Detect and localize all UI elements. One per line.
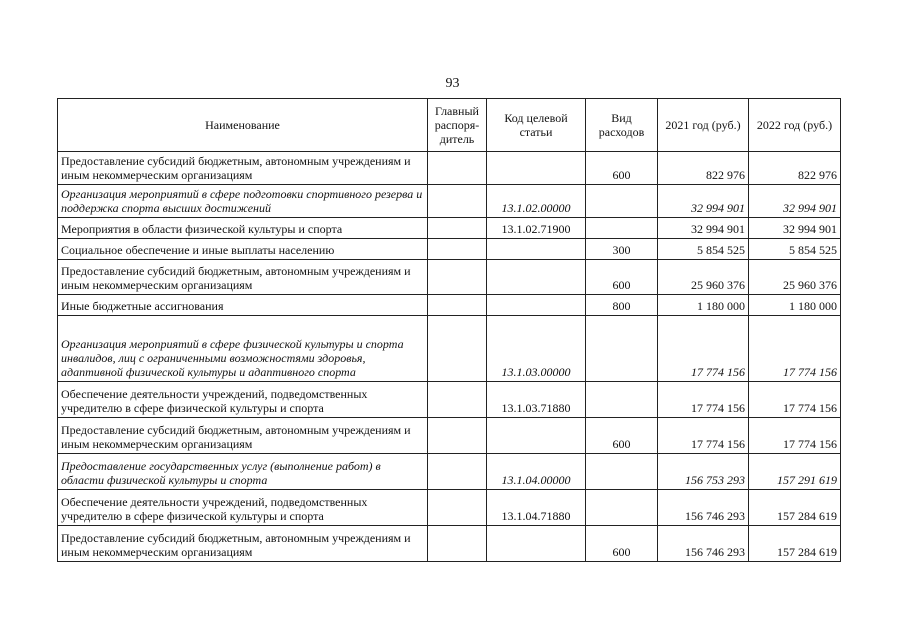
- row-type-cell: [586, 316, 658, 382]
- row-code-cell: 13.1.03.71880: [487, 382, 586, 418]
- table-row: [58, 526, 841, 562]
- row-admin-cell: [428, 260, 487, 295]
- table-row: [58, 218, 841, 239]
- row-name-cell: Предоставление субсидий бюджетным, автономным учреждениям и иным некоммерческим организациям: [58, 260, 428, 295]
- row-2021-cell: 32 994 901: [658, 218, 749, 239]
- row-name-cell: Предоставление государственных услуг (выполнение работ) в области физической культуры и спорта: [58, 454, 428, 490]
- table-row: [58, 382, 841, 418]
- table-row: [58, 418, 841, 454]
- row-admin-cell: [428, 382, 487, 418]
- row-2022-cell: 25 960 376: [749, 260, 841, 295]
- header-admin: Главный распоря-дитель: [428, 99, 487, 152]
- table-row: [58, 239, 841, 260]
- row-2021-cell: 17 774 156: [658, 382, 749, 418]
- row-admin-cell: [428, 152, 487, 185]
- header-name: Наименование: [58, 99, 428, 152]
- table-row: [58, 295, 841, 316]
- row-name-cell: Организация мероприятий в сфере подготовки спортивного резерва и поддержка спорта высших достижений: [58, 185, 428, 218]
- row-2021-cell: 156 753 293: [658, 454, 749, 490]
- row-2021-cell: 5 854 525: [658, 239, 749, 260]
- row-2021-cell: 822 976: [658, 152, 749, 185]
- row-2022-cell: 1 180 000: [749, 295, 841, 316]
- table-row: [58, 185, 841, 218]
- row-code-cell: 13.1.04.71880: [487, 490, 586, 526]
- row-code-cell: [487, 526, 586, 562]
- row-name-cell: Организация мероприятий в сфере физической культуры и спорта инвалидов, лиц с ограниченными возможностями здоровья, адаптивной физической культуры и адаптивного спорта: [58, 316, 428, 382]
- row-2022-cell: 822 976: [749, 152, 841, 185]
- row-type-cell: 800: [586, 295, 658, 316]
- row-name-cell: Мероприятия в области физической культуры и спорта: [58, 218, 428, 239]
- row-2022-cell: 17 774 156: [749, 316, 841, 382]
- row-admin-cell: [428, 218, 487, 239]
- header-2022: 2022 год (руб.): [749, 99, 841, 152]
- header-code: Код целевой статьи: [487, 99, 586, 152]
- header-2021: 2021 год (руб.): [658, 99, 749, 152]
- row-name-cell: Предоставление субсидий бюджетным, автономным учреждениям и иным некоммерческим организациям: [58, 526, 428, 562]
- row-type-cell: [586, 185, 658, 218]
- row-code-cell: 13.1.03.00000: [487, 316, 586, 382]
- row-type-cell: [586, 454, 658, 490]
- table-row: [58, 260, 841, 295]
- row-type-cell: [586, 218, 658, 239]
- row-name-cell: Предоставление субсидий бюджетным, автономным учреждениям и иным некоммерческим организациям: [58, 418, 428, 454]
- table-row: [58, 490, 841, 526]
- row-name-cell: Социальное обеспечение и иные выплаты населению: [58, 239, 428, 260]
- row-code-cell: 13.1.02.00000: [487, 185, 586, 218]
- row-name-cell: Обеспечение деятельности учреждений, подведомственных учредителю в сфере физической культуры и спорта: [58, 382, 428, 418]
- row-2022-cell: 157 284 619: [749, 490, 841, 526]
- row-2021-cell: 32 994 901: [658, 185, 749, 218]
- row-admin-cell: [428, 239, 487, 260]
- row-type-cell: 600: [586, 260, 658, 295]
- page-number: 93: [445, 76, 460, 91]
- row-type-cell: 600: [586, 418, 658, 454]
- row-2022-cell: 5 854 525: [749, 239, 841, 260]
- row-2021-cell: 17 774 156: [658, 316, 749, 382]
- row-type-cell: [586, 490, 658, 526]
- row-2021-cell: 1 180 000: [658, 295, 749, 316]
- budget-table: [57, 98, 841, 562]
- row-2021-cell: 156 746 293: [658, 490, 749, 526]
- table-row: [58, 316, 841, 382]
- row-code-cell: [487, 260, 586, 295]
- table-row: [58, 454, 841, 490]
- row-code-cell: [487, 295, 586, 316]
- row-code-cell: [487, 418, 586, 454]
- table-header-row: [58, 99, 841, 152]
- row-code-cell: 13.1.04.00000: [487, 454, 586, 490]
- row-admin-cell: [428, 454, 487, 490]
- row-admin-cell: [428, 526, 487, 562]
- row-type-cell: [586, 382, 658, 418]
- row-admin-cell: [428, 490, 487, 526]
- row-admin-cell: [428, 295, 487, 316]
- row-code-cell: 13.1.02.71900: [487, 218, 586, 239]
- row-admin-cell: [428, 185, 487, 218]
- row-code-cell: [487, 239, 586, 260]
- row-2022-cell: 157 291 619: [749, 454, 841, 490]
- row-type-cell: 600: [586, 526, 658, 562]
- row-2022-cell: 157 284 619: [749, 526, 841, 562]
- row-2021-cell: 156 746 293: [658, 526, 749, 562]
- row-2021-cell: 25 960 376: [658, 260, 749, 295]
- row-2022-cell: 32 994 901: [749, 218, 841, 239]
- row-admin-cell: [428, 316, 487, 382]
- row-type-cell: 300: [586, 239, 658, 260]
- row-name-cell: Предоставление субсидий бюджетным, автономным учреждениям и иным некоммерческим организациям: [58, 152, 428, 185]
- table-row: [58, 152, 841, 185]
- row-2022-cell: 17 774 156: [749, 418, 841, 454]
- row-name-cell: Обеспечение деятельности учреждений, подведомственных учредителю в сфере физической культуры и спорта: [58, 490, 428, 526]
- row-name-cell: Иные бюджетные ассигнования: [58, 295, 428, 316]
- table-body: [58, 152, 841, 562]
- row-admin-cell: [428, 418, 487, 454]
- row-2021-cell: 17 774 156: [658, 418, 749, 454]
- row-2022-cell: 17 774 156: [749, 382, 841, 418]
- row-code-cell: [487, 152, 586, 185]
- header-type: Вид расходов: [586, 99, 658, 152]
- row-type-cell: 600: [586, 152, 658, 185]
- row-2022-cell: 32 994 901: [749, 185, 841, 218]
